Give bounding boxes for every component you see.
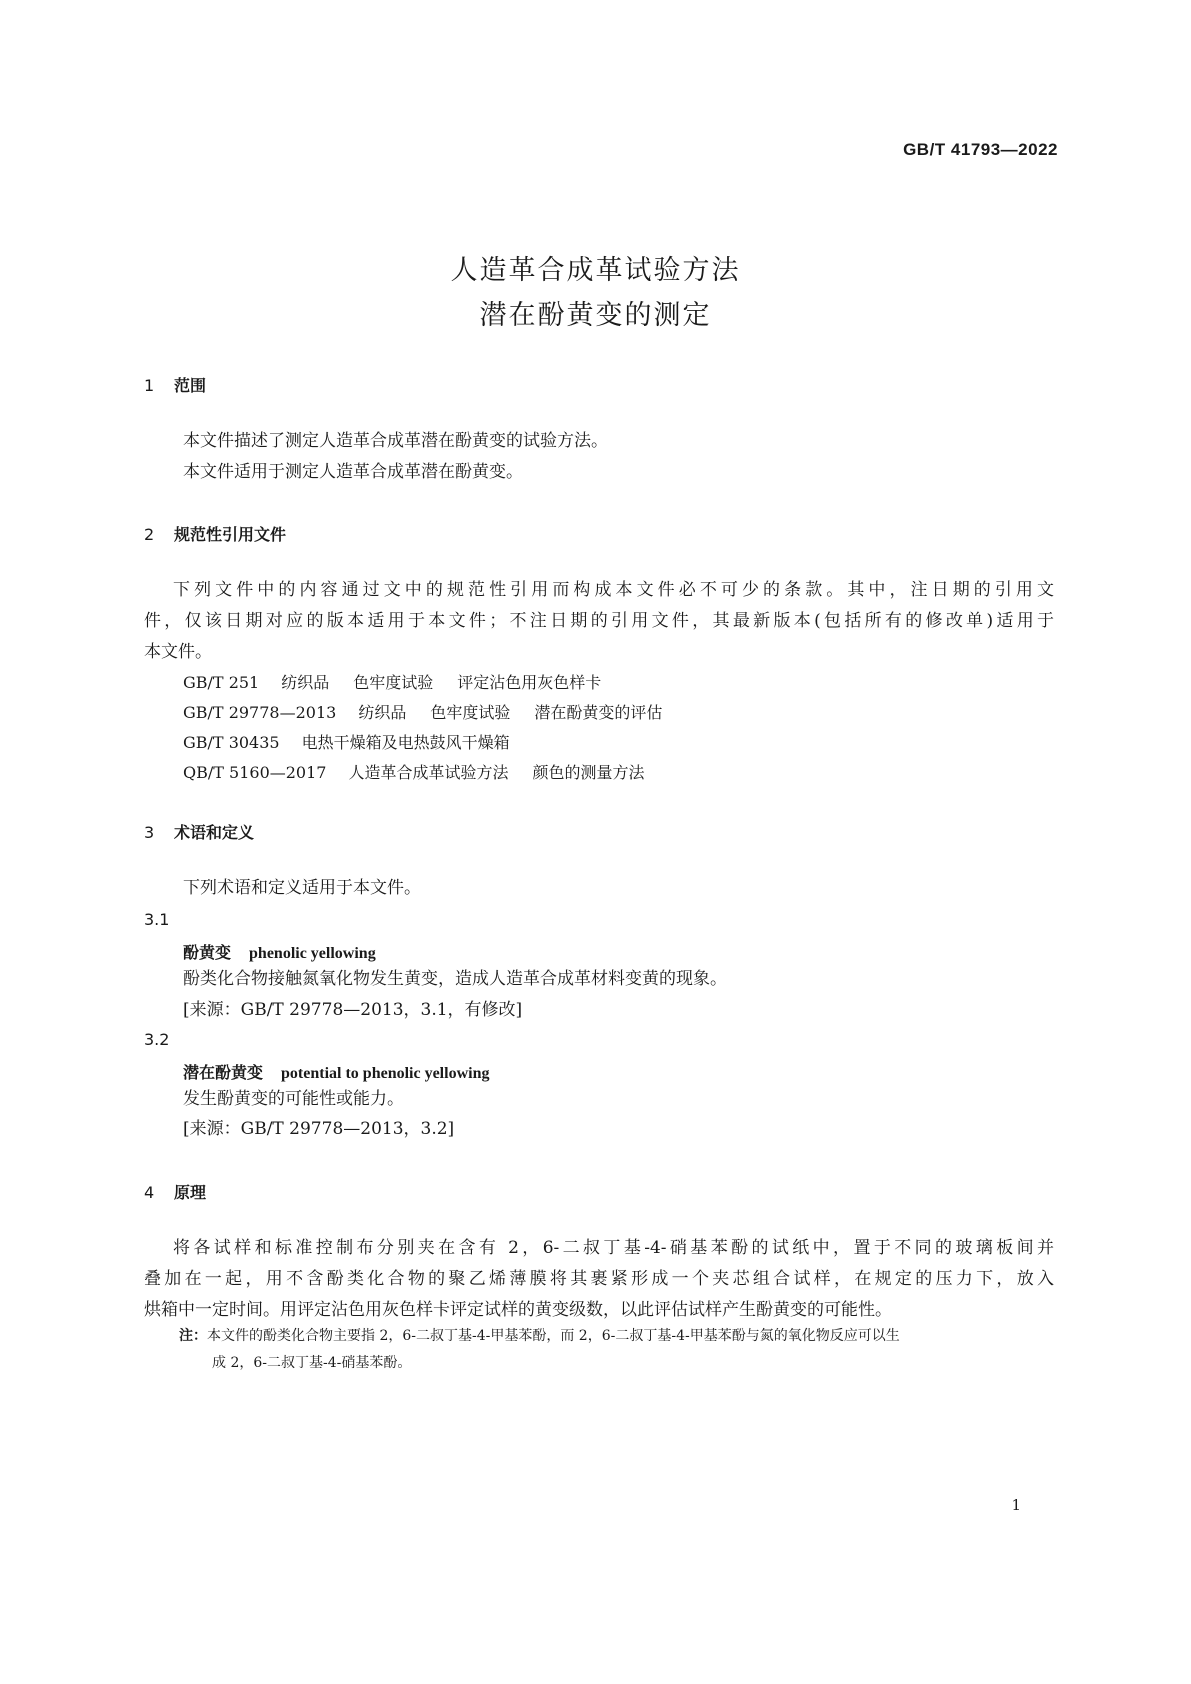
paragraph-normative-refs-intro [144, 575, 1054, 668]
section-title: 术语和定义 [174, 823, 255, 842]
reference-item [183, 670, 601, 693]
section-4-heading [144, 1180, 206, 1203]
reference-title-part: 色牢度试验 [430, 703, 511, 722]
section-3-heading [144, 820, 254, 843]
term-en: phenolic yellowing [249, 945, 376, 962]
term-entry [183, 940, 376, 963]
term-zh: 酚黄变 [183, 943, 232, 962]
section-1-heading [144, 373, 206, 396]
term-en: potential to phenolic yellowing [281, 1065, 490, 1082]
reference-title-part: 评定沾色用灰色样卡 [457, 673, 602, 692]
note-label: 注： [179, 1328, 207, 1344]
reference-item [183, 760, 645, 783]
term-source: [来源：GB/T 29778—2013，3.2] [183, 1119, 455, 1139]
note [179, 1323, 1059, 1377]
document-title-line1: 人造革合成革试验方法 [450, 255, 741, 286]
paragraph: 下列术语和定义适用于本文件。 [183, 878, 421, 898]
note-text: 成 2，6-二叔丁基-4-硝基苯酚。 [212, 1355, 412, 1371]
reference-title-part: 电热干燥箱及电热鼓风干燥箱 [301, 733, 510, 752]
text-line: 下列文件中的内容通过文中的规范性引用而构成本文件必不可少的条款。其中，注日期的引用文 [173, 580, 1054, 600]
reference-code: GB/T 29778—2013 [183, 703, 337, 722]
term-number: 3.1 [144, 910, 170, 929]
section-title: 原理 [174, 1183, 207, 1202]
note-text: 本文件的酚类化合物主要指 2，6-二叔丁基-4-甲基苯酚，而 2，6-二叔丁基-4-甲基苯酚与氮的氧化物反应可以生 [207, 1328, 900, 1344]
paragraph-principle [144, 1233, 1054, 1326]
text-line: 将各试样和标准控制布分别夹在含有 2，6-二叔丁基-4-硝基苯酚的试纸中，置于不同的玻璃板间并 [173, 1238, 1054, 1258]
section-number: 2 [144, 525, 155, 544]
section-number: 3 [144, 823, 155, 842]
reference-code: GB/T 251 [183, 673, 260, 692]
reference-title-part: 潜在酚黄变的评估 [534, 703, 663, 722]
term-zh: 潜在酚黄变 [183, 1063, 264, 1082]
text-line: 件，仅该日期对应的版本适用于本文件；不注日期的引用文件，其最新版本(包括所有的修改单)适用于 [144, 611, 1054, 631]
section-number: 4 [144, 1183, 155, 1202]
term-source: [来源：GB/T 29778—2013，3.1，有修改] [183, 1000, 523, 1020]
standard-code: GB/T 41793—2022 [903, 140, 1058, 159]
reference-item [183, 730, 510, 753]
paragraph: 本文件描述了测定人造革合成革潜在酚黄变的试验方法。 [183, 431, 608, 451]
term-entry [183, 1060, 489, 1083]
term-definition: 发生酚黄变的可能性或能力。 [183, 1089, 404, 1109]
reference-title-part: 色牢度试验 [353, 673, 434, 692]
section-title: 范围 [174, 376, 207, 395]
text-line: 叠加在一起，用不含酚类化合物的聚乙烯薄膜将其裹紧形成一个夹芯组合试样，在规定的压力下，放入 [144, 1269, 1054, 1289]
document-title-line2: 潜在酚黄变的测定 [479, 300, 712, 331]
text-line: 本文件。 [144, 642, 212, 662]
page-number: 1 [1011, 1496, 1021, 1514]
reference-title-part: 颜色的测量方法 [532, 763, 645, 782]
reference-code: QB/T 5160—2017 [183, 763, 327, 782]
text-line: 烘箱中一定时间。用评定沾色用灰色样卡评定试样的黄变级数，以此评估试样产生酚黄变的可能性。 [144, 1300, 892, 1320]
reference-item [183, 700, 662, 723]
section-title: 规范性引用文件 [174, 525, 287, 544]
section-2-heading [144, 522, 286, 545]
section-number: 1 [144, 376, 155, 395]
term-number: 3.2 [144, 1030, 170, 1049]
reference-title-part: 人造革合成革试验方法 [348, 763, 509, 782]
reference-title-part: 纺织品 [358, 703, 407, 722]
term-definition: 酚类化合物接触氮氧化物发生黄变，造成人造革合成革材料变黄的现象。 [183, 969, 727, 989]
reference-title-part: 纺织品 [281, 673, 330, 692]
reference-code: GB/T 30435 [183, 733, 280, 752]
paragraph: 本文件适用于测定人造革合成革潜在酚黄变。 [183, 462, 523, 482]
